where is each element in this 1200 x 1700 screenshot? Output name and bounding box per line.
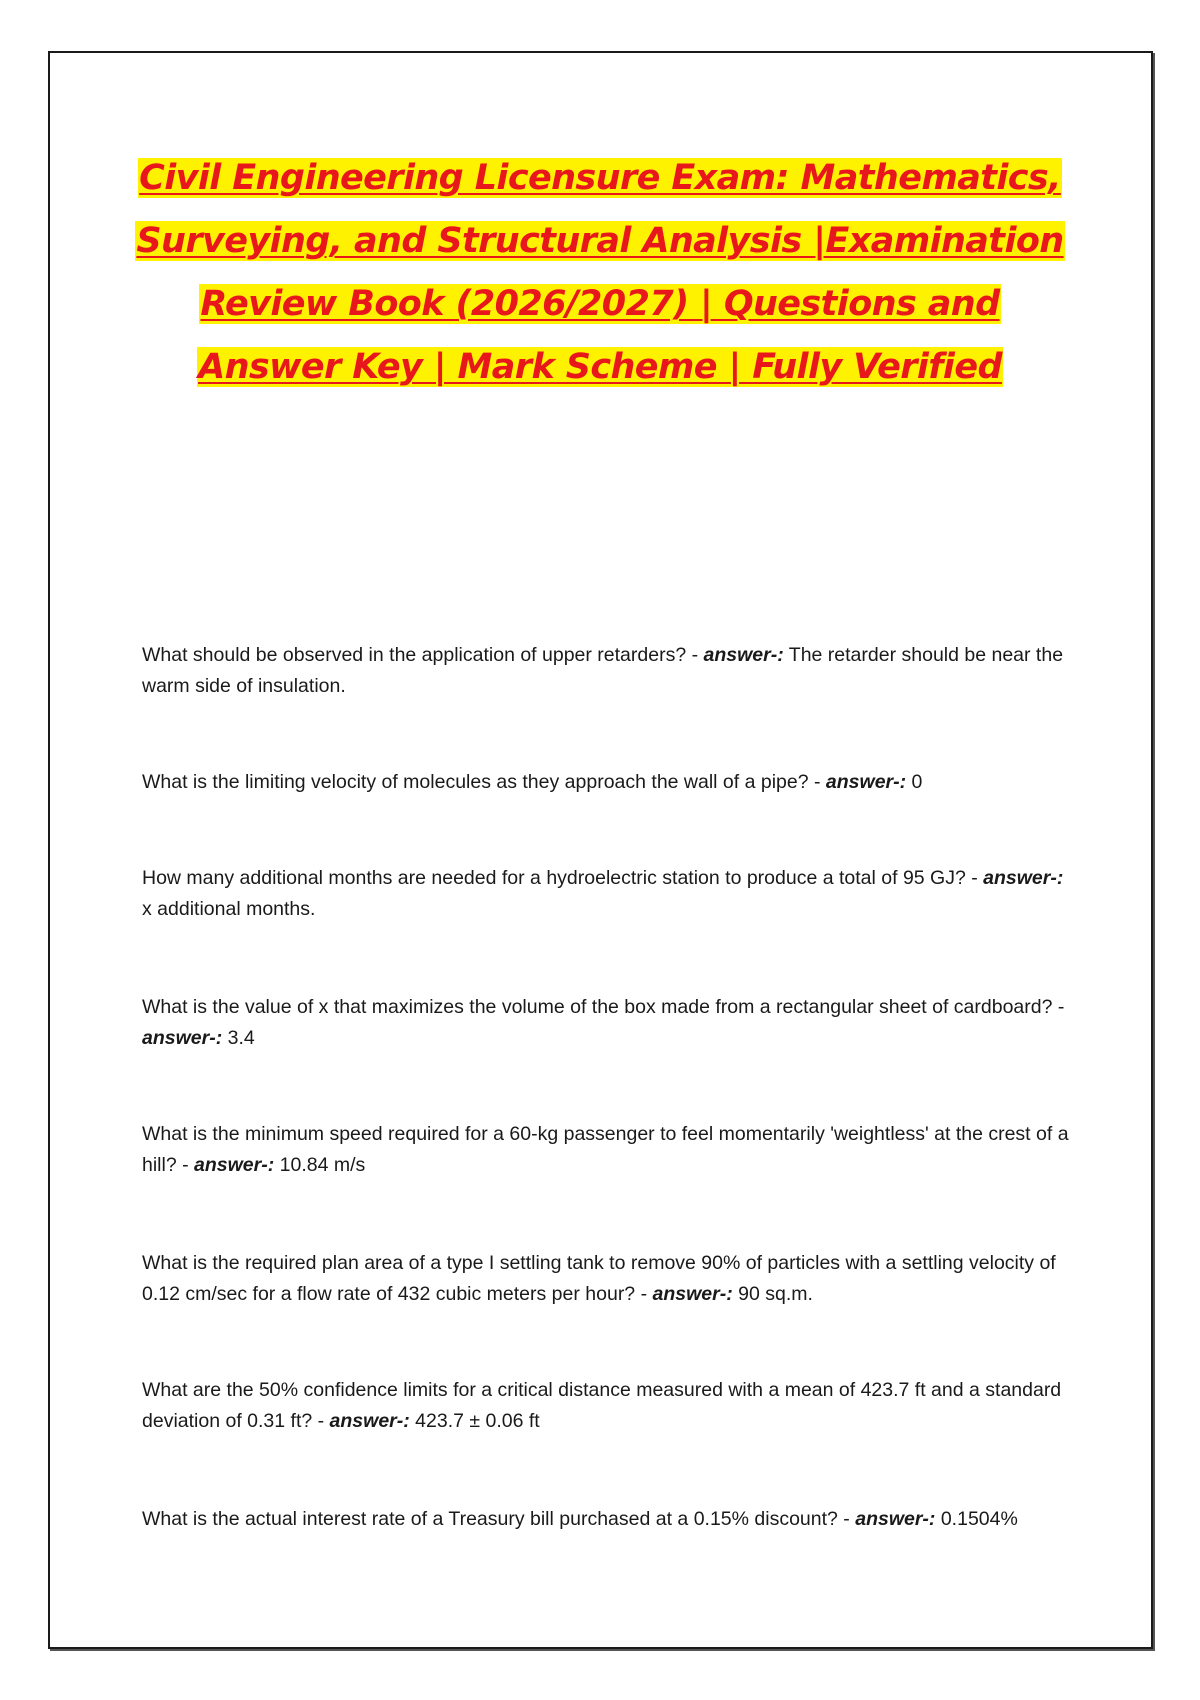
answer-text: The retarder should be near the warm side of insulation.	[142, 644, 1064, 697]
question-text: What should be observed in the application of upper retarders? -	[142, 644, 704, 666]
answer-text: 3.4	[222, 1027, 255, 1049]
answer-text: 90 sq.m.	[732, 1283, 813, 1305]
answer-label: answer-:	[329, 1410, 410, 1432]
answer-text: 423.7 ± 0.06 ft	[409, 1410, 540, 1432]
answer-label: answer-:	[652, 1283, 733, 1305]
question-text: How many additional months are needed for a hydroelectric station to produce a total of 95 GJ? -	[142, 867, 984, 889]
qa-item	[142, 640, 1072, 702]
qa-item	[142, 767, 1072, 798]
answer-text: 10.84 m/s	[274, 1154, 366, 1176]
document-title	[130, 150, 1070, 402]
qa-item	[142, 1248, 1072, 1310]
question-text: What is the required plan area of a type I settling tank to remove 90% of particles with a settling velocity of 0.12 cm/sec for a flow rate of 432 cubic meters per hour? -	[142, 1252, 1056, 1305]
qa-item	[142, 1504, 1072, 1535]
question-text: What is the value of x that maximizes the volume of the box made from a rectangular sheet of cardboard? -	[142, 996, 1065, 1018]
question-text: What is the limiting velocity of molecules as they approach the wall of a pipe? -	[142, 771, 826, 793]
answer-label: answer-:	[142, 1027, 223, 1049]
answer-label: answer-:	[703, 644, 784, 666]
answer-label: answer-:	[983, 867, 1064, 889]
answer-label: answer-:	[194, 1154, 275, 1176]
question-text: What is the actual interest rate of a Treasury bill purchased at a 0.15% discount? -	[142, 1508, 856, 1530]
qa-item	[142, 863, 1072, 925]
qa-item	[142, 992, 1072, 1054]
qa-item	[142, 1119, 1072, 1181]
answer-label: answer-:	[855, 1508, 936, 1530]
document-title-text: Civil Engineering Licensure Exam: Mathematics, Surveying, and Structural Analysis |Examination Review Book (2026/2027) | Questions and Answer Key | Mark Scheme | Fully Verified	[136, 158, 1064, 387]
question-text: What is the minimum speed required for a 60-kg passenger to feel momentarily 'weightless' at the crest of a hill? -	[142, 1123, 1069, 1176]
answer-text: 0.1504%	[935, 1508, 1018, 1530]
answer-label: answer-:	[825, 771, 907, 793]
question-text: What are the 50% confidence limits for a critical distance measured with a mean of 423.7 ft and a standard deviation of 0.31 ft? -	[142, 1379, 1062, 1432]
answer-text: 0	[906, 771, 923, 793]
qa-item	[142, 1375, 1072, 1437]
answer-text: x additional months.	[142, 898, 316, 920]
